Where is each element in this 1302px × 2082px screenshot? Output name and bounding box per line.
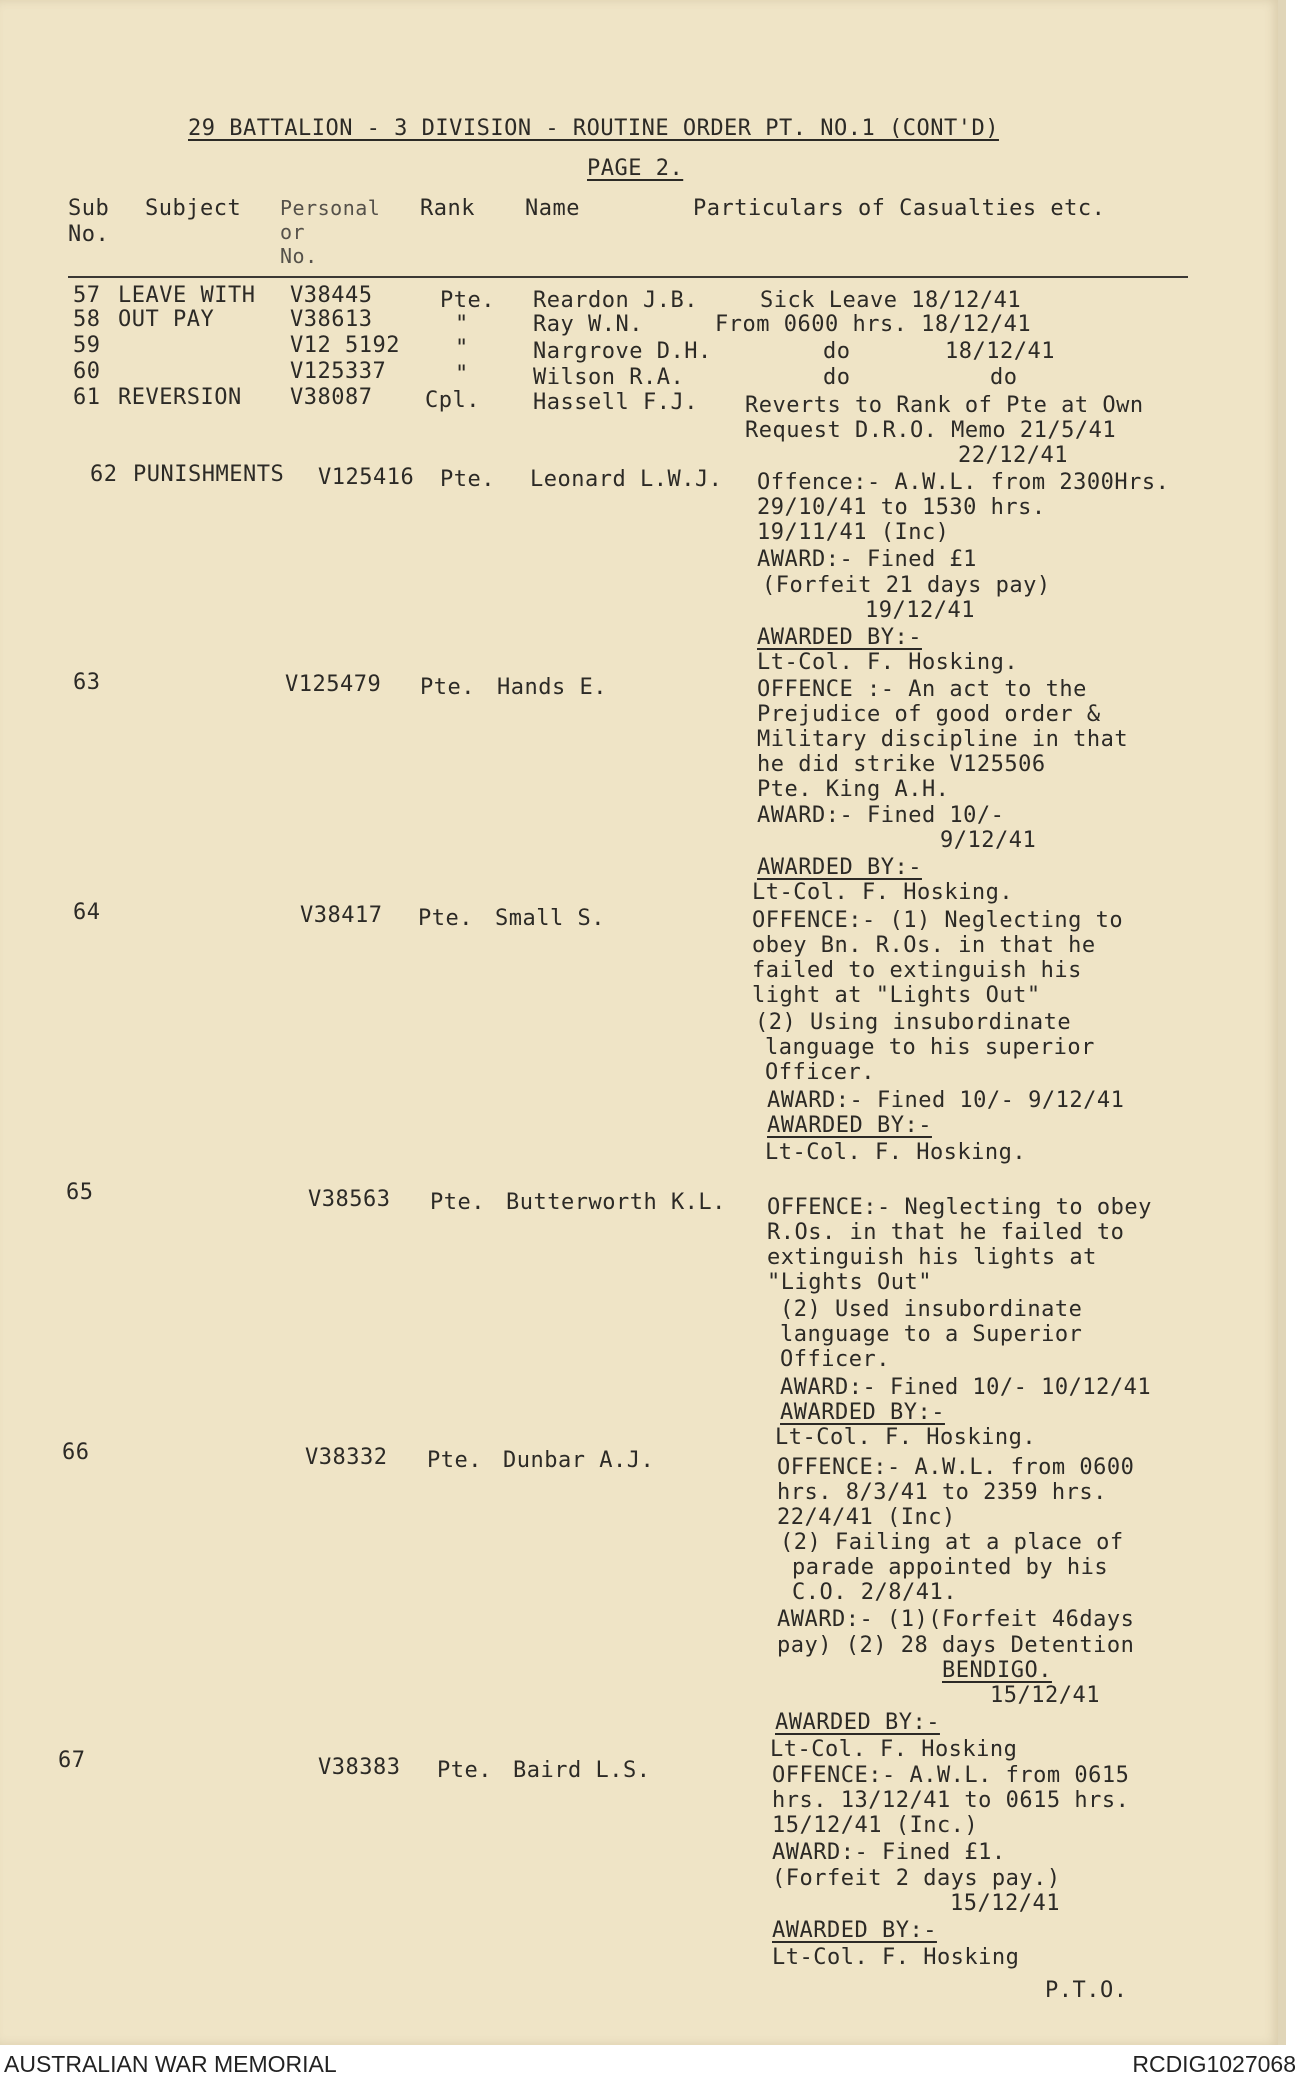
entry-60-name: Wilson R.A. [533, 365, 685, 390]
entry-67-text-4: AWARD:- Fined £1. [772, 1840, 1006, 1865]
entry-66-text-11: AWARDED BY:- [775, 1710, 940, 1735]
entry-66-rank: Pte. [427, 1448, 482, 1473]
entry-63-text-1: OFFENCE :- An act to the [757, 677, 1087, 702]
entry-58-subject: OUT PAY [118, 307, 215, 332]
footer-id: RCDIG1027068 [1132, 2051, 1296, 2077]
entry-67-no: 67 [58, 1748, 86, 1773]
entry-61-rank: Cpl. [425, 388, 480, 413]
entry-62-text-8: Lt-Col. F. Hosking. [757, 650, 1019, 675]
entry-63-text-9: Lt-Col. F. Hosking. [752, 880, 1014, 905]
entry-59-no: 59 [73, 333, 101, 358]
header-rule [68, 276, 1188, 278]
entry-58-personal-no: V38613 [290, 307, 373, 332]
archive-footer [0, 2045, 1302, 2082]
entry-64-text-6: language to his superior [765, 1035, 1095, 1060]
entry-66-text-7: AWARD:- (1)(Forfeit 46days [777, 1607, 1135, 1632]
column-particulars: Particulars of Casualties etc. [693, 196, 1106, 221]
entry-64-rank: Pte. [418, 906, 473, 931]
entry-58-rank: " [455, 312, 469, 337]
entry-60-particulars-do: do [823, 365, 851, 390]
entry-58-particulars: From 0600 hrs. 18/12/41 [715, 312, 1032, 337]
entry-59-personal-no: V12 5192 [290, 333, 400, 358]
entry-57-no: 57 [73, 283, 101, 308]
entry-65-text-7: Officer. [780, 1347, 890, 1372]
entry-64-text-8: AWARD:- Fined 10/- 9/12/41 [767, 1088, 1125, 1113]
entry-66-text-3: 22/4/41 (Inc) [777, 1505, 956, 1530]
column-name: Name [525, 196, 580, 221]
entry-63-text-4: he did strike V125506 [757, 752, 1046, 777]
entry-62-text-2: 29/10/41 to 1530 hrs. [757, 495, 1046, 520]
entry-64-text-2: obey Bn. R.Os. in that he [752, 933, 1096, 958]
entry-65-text-6: language to a Superior [780, 1322, 1083, 1347]
entry-67-text-7: AWARDED BY:- [772, 1918, 937, 1943]
entry-66-text-6: C.O. 2/8/41. [792, 1580, 957, 1605]
entry-65-text-8: AWARD:- Fined 10/- 10/12/41 [780, 1375, 1152, 1400]
entry-67-rank: Pte. [437, 1758, 492, 1783]
entry-64-text-10: Lt-Col. F. Hosking. [765, 1140, 1027, 1165]
entry-59-particulars-do: do [823, 339, 851, 364]
entry-66-personal-no: V38332 [305, 1445, 388, 1470]
entry-59-name: Nargrove D.H. [533, 339, 712, 364]
document-title: 29 BATTALION - 3 DIVISION - ROUTINE ORDER PT. NO.1 (CONT'D) [188, 116, 999, 141]
entry-65-personal-no: V38563 [308, 1187, 391, 1212]
entry-64-text-4: light at "Lights Out" [752, 983, 1041, 1008]
entry-65-text-9: AWARDED BY:- [780, 1400, 945, 1425]
entry-67-text-8: Lt-Col. F. Hosking [772, 1945, 1020, 1970]
column-rank: Rank [420, 196, 475, 221]
entry-66-text-5: parade appointed by his [792, 1555, 1109, 1580]
entry-62-text-6: 19/12/41 [865, 598, 975, 623]
entry-62-no: 62 [90, 462, 118, 487]
column-subject: Subject [145, 196, 242, 221]
entry-58-no: 58 [73, 307, 101, 332]
entry-67-text-2: hrs. 13/12/41 to 0615 hrs. [772, 1788, 1130, 1813]
entry-63-text-2: Prejudice of good order & [757, 702, 1101, 727]
entry-57-rank: Pte. [440, 288, 495, 313]
entry-62-subject: PUNISHMENTS [133, 462, 285, 487]
entry-60-personal-no: V125337 [290, 359, 387, 384]
page-number: PAGE 2. [587, 156, 684, 181]
entry-61-personal-no: V38087 [290, 385, 373, 410]
entry-62-text-4: AWARD:- Fined £1 [757, 547, 977, 572]
entry-59-rank: " [455, 336, 469, 361]
entry-65-text-1: OFFENCE:- Neglecting to obey [767, 1195, 1152, 1220]
entry-62-rank: Pte. [440, 467, 495, 492]
entry-57-name: Reardon J.B. [533, 288, 698, 313]
entry-61-name: Hassell F.J. [533, 390, 698, 415]
entry-62-text-5: (Forfeit 21 days pay) [762, 573, 1051, 598]
entry-61-no: 61 [73, 385, 101, 410]
entry-66-text-9: BENDIGO. [942, 1658, 1052, 1683]
footer-source: AUSTRALIAN WAR MEMORIAL [4, 2051, 337, 2077]
column-sub-no: Sub No. [68, 196, 110, 247]
entry-62-text-1: Offence:- A.W.L. from 2300Hrs. [757, 470, 1170, 495]
pto-note: P.T.O. [1045, 1978, 1128, 2003]
entry-66-text-8: pay) (2) 28 days Detention [777, 1633, 1135, 1658]
entry-65-rank: Pte. [430, 1190, 485, 1215]
column-personal-no: Personal or No. [280, 196, 381, 268]
entry-65-no: 65 [66, 1180, 94, 1205]
entry-64-text-7: Officer. [765, 1060, 875, 1085]
entry-64-personal-no: V38417 [300, 903, 383, 928]
entry-66-text-4: (2) Failing at a place of [780, 1530, 1124, 1555]
entry-65-text-10: Lt-Col. F. Hosking. [775, 1425, 1037, 1450]
entry-66-text-12: Lt-Col. F. Hosking [770, 1737, 1018, 1762]
entry-63-text-8: AWARDED BY:- [757, 855, 922, 880]
entry-60-no: 60 [73, 359, 101, 384]
entry-65-text-2: R.Os. in that he failed to [767, 1220, 1125, 1245]
entry-61-text-1: Reverts to Rank of Pte at Own [745, 393, 1144, 418]
entry-67-text-6: 15/12/41 [950, 1891, 1060, 1916]
entry-57-subject: LEAVE WITH [118, 283, 256, 308]
entry-57-personal-no: V38445 [290, 283, 373, 308]
entry-66-text-10: 15/12/41 [990, 1683, 1100, 1708]
entry-65-text-5: (2) Used insubordinate [780, 1297, 1083, 1322]
entry-64-text-9: AWARDED BY:- [767, 1113, 932, 1138]
entry-63-rank: Pte. [420, 675, 475, 700]
entry-58-name: Ray W.N. [533, 312, 643, 337]
entry-64-text-5: (2) Using insubordinate [755, 1010, 1072, 1035]
entry-63-personal-no: V125479 [285, 672, 382, 697]
entry-63-name: Hands E. [497, 675, 607, 700]
page-edge [1278, 0, 1286, 2045]
entry-64-name: Small S. [495, 906, 605, 931]
entry-62-name: Leonard L.W.J. [530, 467, 723, 492]
entry-57-particulars: Sick Leave 18/12/41 [760, 288, 1022, 313]
entry-65-text-3: extinguish his lights at [767, 1245, 1097, 1270]
entry-61-subject: REVERSION [118, 385, 242, 410]
entry-60-rank: " [455, 362, 469, 387]
entry-66-text-1: OFFENCE:- A.W.L. from 0600 [777, 1455, 1135, 1480]
entry-63-no: 63 [73, 670, 101, 695]
entry-63-text-6: AWARD:- Fined 10/- [757, 803, 1005, 828]
entry-66-name: Dunbar A.J. [503, 1448, 655, 1473]
entry-64-text-3: failed to extinguish his [752, 958, 1082, 983]
entry-59-particulars-date: 18/12/41 [945, 339, 1055, 364]
entry-65-text-4: "Lights Out" [767, 1270, 932, 1295]
entry-66-no: 66 [62, 1440, 90, 1465]
entry-67-text-3: 15/12/41 (Inc.) [772, 1813, 979, 1838]
entry-67-text-1: OFFENCE:- A.W.L. from 0615 [772, 1763, 1130, 1788]
entry-61-text-2: Request D.R.O. Memo 21/5/41 [745, 418, 1117, 443]
entry-63-text-7: 9/12/41 [940, 828, 1037, 853]
entry-67-personal-no: V38383 [318, 1755, 401, 1780]
entry-67-text-5: (Forfeit 2 days pay.) [772, 1866, 1061, 1891]
entry-64-no: 64 [73, 900, 101, 925]
entry-62-text-3: 19/11/41 (Inc) [757, 520, 950, 545]
entry-64-text-1: OFFENCE:- (1) Neglecting to [752, 908, 1124, 933]
entry-63-text-5: Pte. King A.H. [757, 777, 950, 802]
entry-66-text-2: hrs. 8/3/41 to 2359 hrs. [777, 1480, 1107, 1505]
entry-62-personal-no: V125416 [318, 465, 415, 490]
entry-65-name: Butterworth K.L. [506, 1190, 726, 1215]
entry-67-name: Baird L.S. [513, 1758, 651, 1783]
entry-60-particulars-do2: do [990, 365, 1018, 390]
entry-61-text-3: 22/12/41 [958, 443, 1068, 468]
entry-63-text-3: Military discipline in that [757, 727, 1129, 752]
entry-62-text-7: AWARDED BY:- [757, 625, 922, 650]
